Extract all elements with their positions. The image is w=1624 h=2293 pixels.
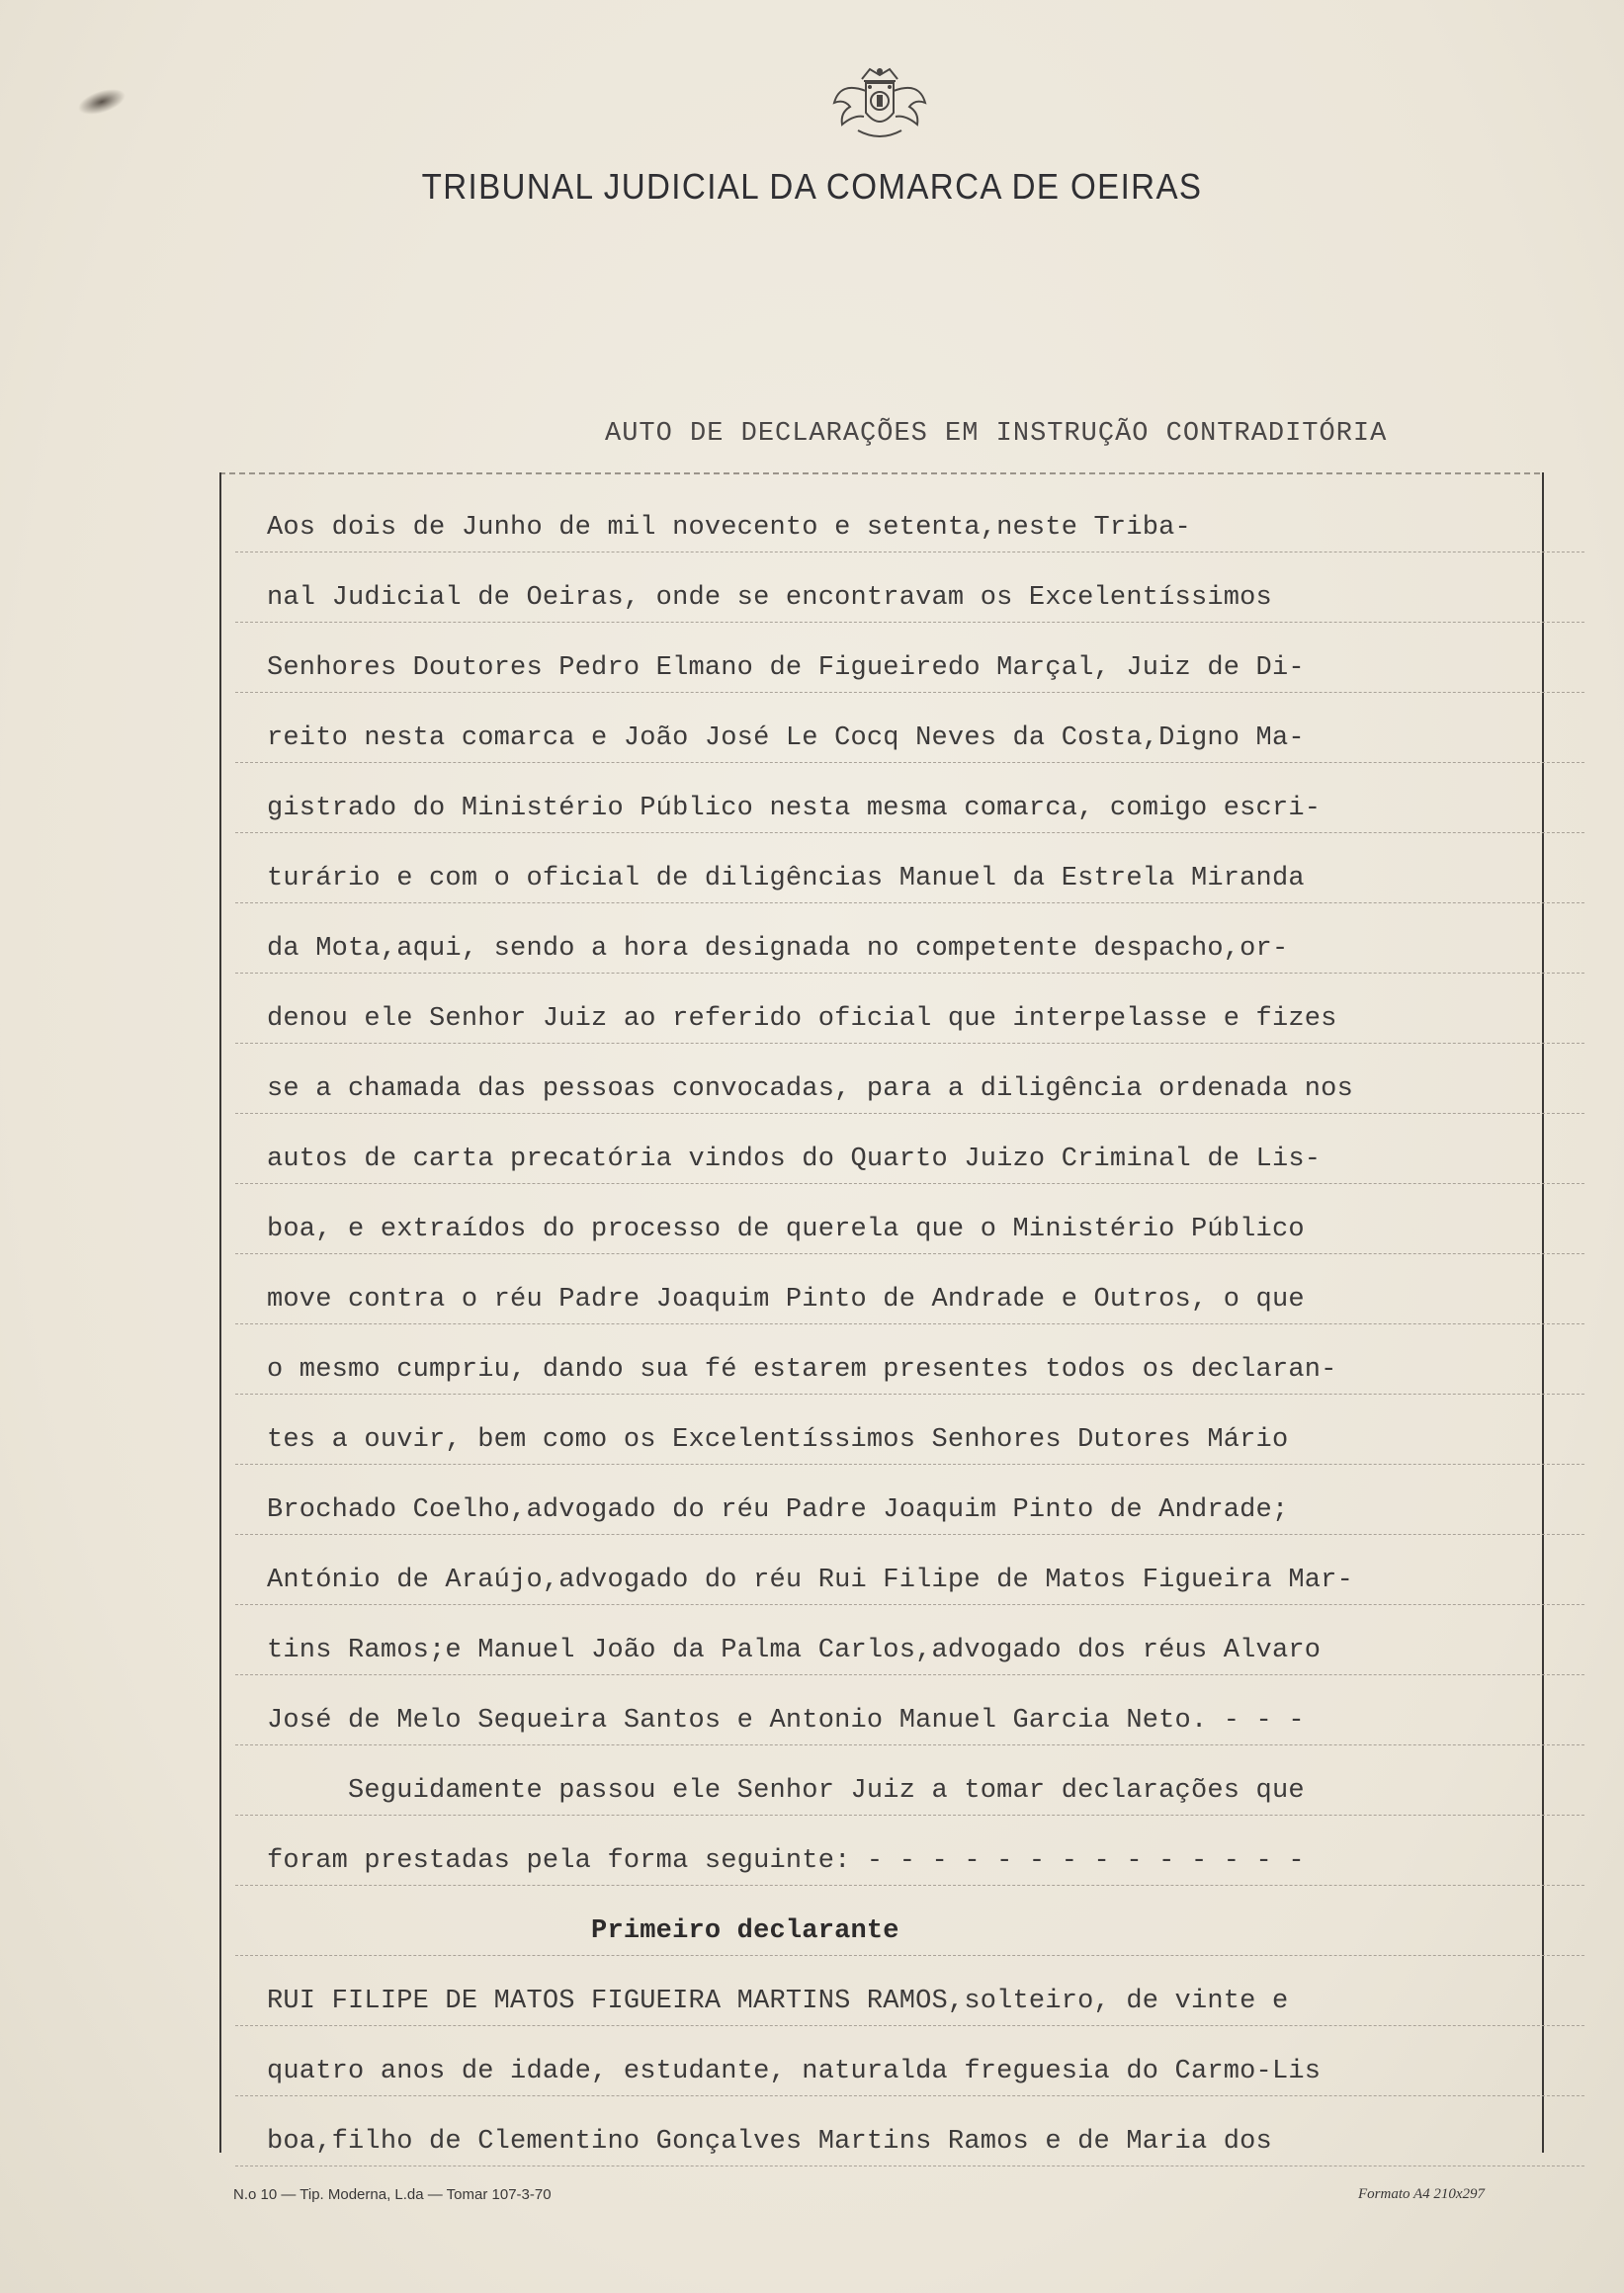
coat-of-arms-emblem [820, 51, 939, 150]
text-line [235, 1395, 1584, 1465]
text-line [235, 763, 1584, 833]
line-text: gistrado do Ministério Público nesta mesma comarca, comigo escri- [267, 794, 1322, 823]
line-text: nal Judicial de Oeiras, onde se encontravam os Excelentíssimos [267, 583, 1272, 613]
text-line [235, 1956, 1584, 2026]
format-info: Formato A4 210x297 [1358, 2186, 1486, 2202]
text-line [235, 1886, 1584, 1956]
text-line [235, 1044, 1584, 1114]
text-line [235, 623, 1584, 693]
declarant-heading: Primeiro declarante [267, 1916, 899, 1946]
line-text: RUI FILIPE DE MATOS FIGUEIRA MARTINS RAMOS,solteiro, de vinte e [267, 1987, 1289, 2016]
line-text: o mesmo cumpriu, dando sua fé estarem presentes todos os declaran- [267, 1355, 1337, 1385]
line-text: turário e com o oficial de diligências Manuel da Estrela Miranda [267, 864, 1305, 893]
text-line [235, 1816, 1584, 1886]
line-text: tins Ramos;e Manuel João da Palma Carlos,advogado dos réus Alvaro [267, 1636, 1322, 1665]
left-margin-line [219, 472, 221, 2153]
text-line [235, 2026, 1584, 2096]
text-line [235, 1675, 1584, 1745]
line-text: reito nesta comarca e João José Le Cocq Neves da Costa,Digno Ma- [267, 723, 1305, 753]
text-line [235, 552, 1584, 623]
line-text: foram prestadas pela forma seguinte: - - - - - - - - - - - - - - [267, 1846, 1305, 1876]
line-text: autos de carta precatória vindos do Quarto Juizo Criminal de Lis- [267, 1145, 1322, 1174]
text-line [235, 1605, 1584, 1675]
line-text: Senhores Doutores Pedro Elmano de Figueiredo Marçal, Juiz de Di- [267, 653, 1305, 683]
court-name-header: TRIBUNAL JUDICIAL DA COMARCA DE OEIRAS [421, 166, 1203, 207]
text-line [235, 482, 1584, 552]
text-line [235, 833, 1584, 903]
line-text: boa, e extraídos do processo de querela que o Ministério Público [267, 1215, 1305, 1244]
line-text: Aos dois de Junho de mil novecento e setenta,neste Triba- [267, 513, 1191, 543]
text-line [235, 1324, 1584, 1395]
text-line [235, 1114, 1584, 1184]
line-text: boa,filho de Clementino Gonçalves Martins Ramos e de Maria dos [267, 2127, 1272, 2157]
text-line [235, 974, 1584, 1044]
text-line [235, 1184, 1584, 1254]
line-text: da Mota,aqui, sendo a hora designada no competente despacho,or- [267, 934, 1289, 964]
line-text: move contra o réu Padre Joaquim Pinto de Andrade e Outros, o que [267, 1285, 1305, 1315]
line-text: António de Araújo,advogado do réu Rui Filipe de Matos Figueira Mar- [267, 1566, 1353, 1595]
line-text: denou ele Senhor Juiz ao referido oficial que interpelasse e fizes [267, 1004, 1337, 1034]
text-line [235, 903, 1584, 974]
line-text: José de Melo Sequeira Santos e Antonio Manuel Garcia Neto. - - - [267, 1706, 1305, 1736]
text-line [235, 1535, 1584, 1605]
line-text: se a chamada das pessoas convocadas, para a diligência ordenada nos [267, 1074, 1353, 1104]
top-rule [219, 472, 1540, 474]
text-line [235, 1745, 1584, 1816]
line-text: quatro anos de idade, estudante, naturalda freguesia do Carmo-Lis [267, 2057, 1322, 2086]
document-body [235, 482, 1584, 2166]
text-line [235, 693, 1584, 763]
line-text: Seguidamente passou ele Senhor Juiz a tomar declarações que [267, 1776, 1305, 1806]
text-line [235, 1254, 1584, 1324]
text-line [235, 2096, 1584, 2166]
text-line [235, 1465, 1584, 1535]
line-text: Brochado Coelho,advogado do réu Padre Joaquim Pinto de Andrade; [267, 1495, 1289, 1525]
line-text: tes a ouvir, bem como os Excelentíssimos Senhores Dutores Mário [267, 1425, 1289, 1455]
document-title: AUTO DE DECLARAÇÕES EM INSTRUÇÃO CONTRADITÓRIA [605, 419, 1388, 449]
printer-info: N.o 10 — Tip. Moderna, L.da — Tomar 107-3-70 [233, 2186, 552, 2203]
